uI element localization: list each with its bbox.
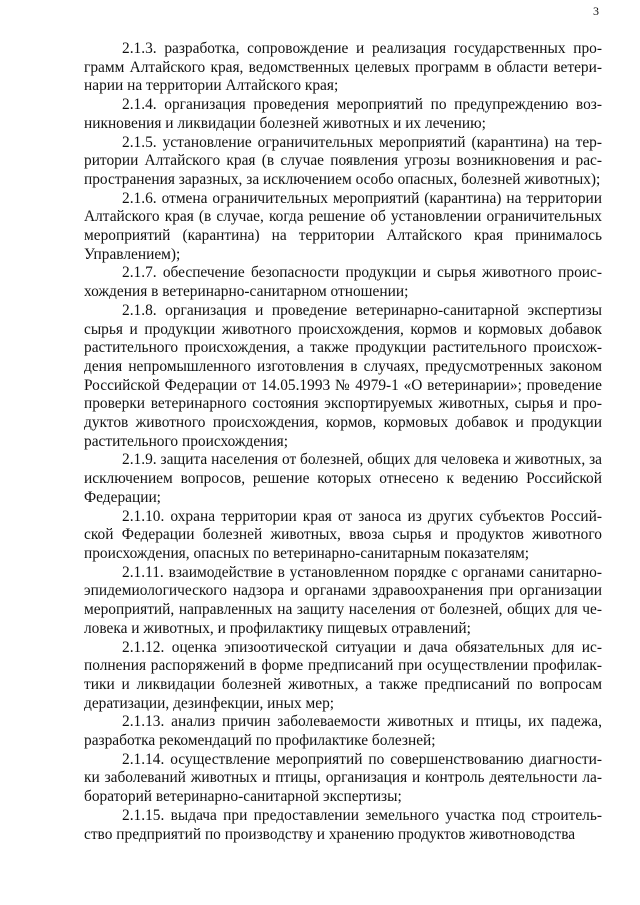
paragraph-2-1-15: 2.1.15. выдача при предоставлении земельного участка под строительство предприятий по производству и хранению продуктов животноводства	[84, 806, 602, 843]
paragraph-2-1-7: 2.1.7. обеспечение безопасности продукции и сырья животного происхождения в ветеринарно-санитарном отношении;	[84, 264, 602, 301]
paragraph-2-1-13: 2.1.13. анализ причин заболеваемости животных и птицы, их падежа, разработка рекомендаций по профилактике болезней;	[84, 713, 602, 750]
paragraph-2-1-8: 2.1.8. организация и проведение ветеринарно-санитарной экспертизы сырья и продукции животного происхождения, кормов и кормовых добавок растительного происхождения, а также продукции растительного происхождения непромышленного изготовления в случаях, предусмотренных законом Российской Федерации от 14.05.1993 № 4979-1 «О ветеринарии»; проведение проверки ветеринарного состояния экспортируемых животных, сырья и продуктов животного происхождения, кормов, кормовых добавок и продукции растительного происхождения;	[84, 301, 602, 450]
paragraph-2-1-3: 2.1.3. разработка, сопровождение и реализация государственных программ Алтайского края, ведомственных целевых программ в области ветеринарии на территории Алтайского края;	[84, 40, 602, 95]
paragraph-2-1-11: 2.1.11. взаимодействие в установленном порядке с органами санитарно-эпидемиологического надзора и органами здравоохранения при организации мероприятий, направленных на защиту населения от болезней, общих для человека и животных, и профилактику пищевых отравлений;	[84, 563, 602, 637]
document-body	[84, 40, 602, 844]
paragraph-2-1-14: 2.1.14. осуществление мероприятий по совершенствованию диагностики заболеваний животных и птицы, организация и контроль деятельности лабораторий ветеринарно-санитарной экспертизы;	[84, 750, 602, 806]
page-number: 3	[593, 4, 599, 18]
paragraph-2-1-12: 2.1.12. оценка эпизоотической ситуации и дача обязательных для исполнения распоряжений в форме предписаний при осуществлении профилактики и ликвидации болезней животных, а также предписаний по вопросам дератизации, дезинфекции, иных мер;	[84, 638, 602, 712]
paragraph-2-1-9: 2.1.9. защита населения от болезней, общих для человека и животных, за исключением вопросов, решение которых отнесено к ведению Российской Федерации;	[84, 451, 602, 506]
paragraph-2-1-4: 2.1.4. организация проведения мероприятий по предупреждению возникновения и ликвидации болезней животных и их лечению;	[84, 96, 602, 132]
paragraph-2-1-6: 2.1.6. отмена ограничительных мероприятий (карантина) на территории Алтайского края (в случае, когда решение об установлении ограничительных мероприятий (карантина) на территории Алтайского края принималось Управлением);	[84, 189, 602, 263]
paragraph-2-1-5: 2.1.5. установление ограничительных мероприятий (карантина) на территории Алтайского края (в случае появления угрозы возникновения и распространения заразных, за исключением особо опасных, болезней животных);	[84, 133, 602, 188]
paragraph-2-1-10: 2.1.10. охрана территории края от заноса из других субъектов Российской Федерации болезней животных, ввоза сырья и продуктов животного происхождения, опасных по ветеринарно-санитарным показателям;	[84, 507, 602, 562]
